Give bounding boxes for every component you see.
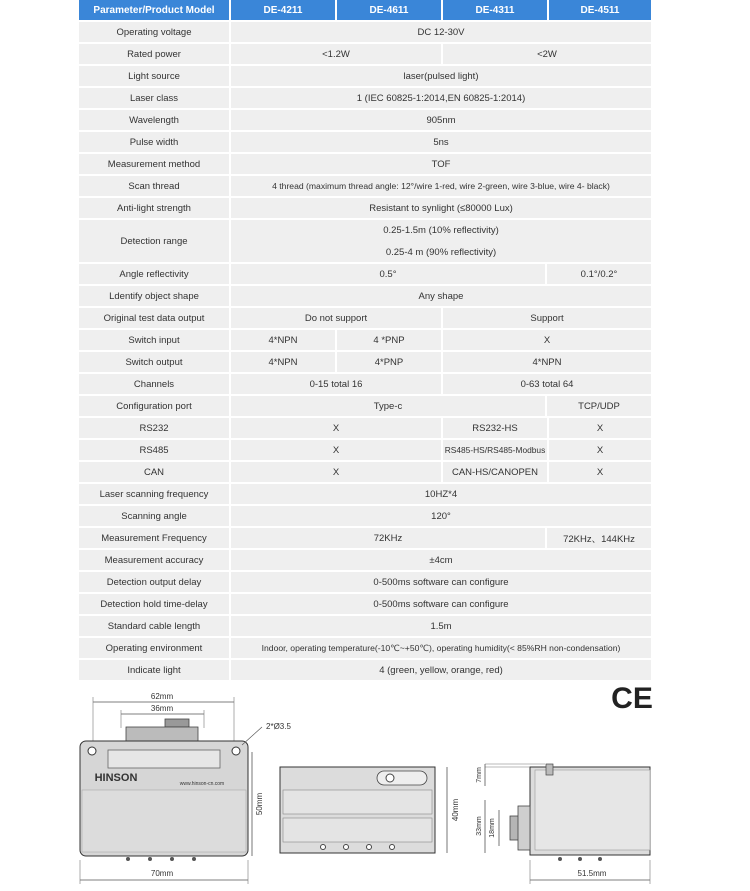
website-label: www.hinson-cn.com	[179, 781, 225, 787]
screw-icon	[321, 845, 326, 850]
side-panel	[283, 790, 432, 814]
row-label: Operating environment	[79, 638, 229, 658]
table-row	[79, 506, 651, 526]
row-label: Measurement Frequency	[79, 528, 229, 548]
dim-62-label: 62mm	[150, 692, 174, 701]
front-window	[108, 750, 220, 768]
connector-base	[126, 727, 198, 741]
row-value: 4*NPN	[443, 352, 651, 372]
rear-tab	[546, 764, 553, 775]
row-label: RS485	[79, 440, 229, 460]
row-label: Anti-light strength	[79, 198, 229, 218]
row-label: Measurement accuracy	[79, 550, 229, 570]
rear-panel	[535, 770, 650, 850]
header-de-4611: DE-4611	[337, 0, 441, 20]
led-icon	[126, 857, 130, 861]
row-value: CAN-HS/CANOPEN	[443, 462, 547, 482]
row-label: Pulse width	[79, 132, 229, 152]
table-row	[79, 352, 651, 372]
rear-view	[476, 764, 650, 884]
dim-40-label: 40mm	[451, 798, 460, 822]
row-value: 905nm	[231, 110, 651, 130]
row-label: Detection output delay	[79, 572, 229, 592]
header-de-4311: DE-4311	[443, 0, 547, 20]
table-row	[79, 374, 651, 394]
row-value: 0-500ms software can configure	[231, 594, 651, 614]
led-icon	[192, 857, 196, 861]
table-row	[79, 330, 651, 350]
row-value: Type-c	[231, 396, 545, 416]
row-value: DC 12-30V	[231, 22, 651, 42]
row-value: Resistant to synlight (≤80000 Lux)	[231, 198, 651, 218]
row-value: 72KHz、144KHz	[547, 528, 651, 548]
table-row	[79, 286, 651, 306]
table-row	[79, 462, 651, 482]
table-row	[79, 132, 651, 152]
table-row	[79, 44, 651, 64]
row-label: Angle reflectivity	[79, 264, 229, 284]
row-label: Rated power	[79, 44, 229, 64]
row-value: laser(pulsed light)	[231, 66, 651, 86]
row-value: TCP/UDP	[547, 396, 651, 416]
side-view	[280, 767, 460, 853]
row-value: 1 (IEC 60825-1:2014,EN 60825-1:2014)	[231, 88, 651, 108]
table-row	[79, 594, 651, 614]
dim-50-label: 50mm	[255, 792, 264, 816]
row-label: Ldentify object shape	[79, 286, 229, 306]
row-value: X	[231, 440, 441, 460]
row-label: RS232	[79, 418, 229, 438]
front-lower-panel	[82, 790, 246, 852]
row-value: 4*NPN	[231, 330, 335, 350]
connector-top	[165, 719, 189, 727]
leader-line	[242, 727, 262, 745]
row-label: Indicate light	[79, 660, 229, 680]
dim-7-label: 7mm	[476, 767, 483, 783]
row-label: Original test data output	[79, 308, 229, 328]
table-row	[79, 484, 651, 504]
row-value: 0.25-4 m (90% reflectivity)	[385, 246, 497, 258]
ce-mark: CE	[611, 682, 653, 715]
row-label: Scan thread	[79, 176, 229, 196]
row-label: CAN	[79, 462, 229, 482]
row-label: Light source	[79, 66, 229, 86]
row-value: 4 (green, yellow, orange, red)	[231, 660, 651, 680]
row-value: 4 *PNP	[337, 330, 441, 350]
row-label: Configuration port	[79, 396, 229, 416]
table-row	[79, 22, 651, 42]
screw-icon	[367, 845, 372, 850]
row-value: Indoor, operating temperature(-10℃~+50℃), operating humidity(< 85%RH non-condensation)	[231, 638, 651, 658]
row-value: 4 thread (maximum thread angle: 12°/wire 1-red, wire 2-green, wire 3-blue, wire 4- black)	[231, 176, 651, 196]
row-label: Laser scanning frequency	[79, 484, 229, 504]
rear-connector-base	[518, 806, 530, 850]
row-value: X	[443, 330, 651, 350]
header-de-4511: DE-4511	[549, 0, 651, 20]
row-value: 0.5°	[231, 264, 545, 284]
hole-note-label: 2*Ø3.5	[266, 722, 291, 731]
row-value: Any shape	[231, 286, 651, 306]
screw-icon	[344, 845, 349, 850]
table-row	[79, 396, 651, 416]
table-row	[79, 176, 651, 196]
screw-icon	[558, 857, 562, 861]
table-row	[79, 440, 651, 460]
table-row	[79, 616, 651, 636]
table-row	[79, 198, 651, 218]
led-icon	[170, 857, 174, 861]
row-value: 0.1°/0.2°	[547, 264, 651, 284]
screw-icon	[598, 857, 602, 861]
row-label: Operating voltage	[79, 22, 229, 42]
row-label: Detection hold time-delay	[79, 594, 229, 614]
row-value: <2W	[443, 44, 651, 64]
row-value: 4*PNP	[337, 352, 441, 372]
table-row	[79, 66, 651, 86]
table-header-row	[79, 0, 651, 20]
table-row	[79, 308, 651, 328]
row-value: Support	[443, 308, 651, 328]
row-value: X	[231, 418, 441, 438]
dim-33-label: 33mm	[476, 816, 483, 836]
row-label: Laser class	[79, 88, 229, 108]
row-label: Scanning angle	[79, 506, 229, 526]
row-value: RS232-HS	[443, 418, 547, 438]
row-value: 4*NPN	[231, 352, 335, 372]
table-row	[79, 418, 651, 438]
mount-hole-icon	[232, 747, 240, 755]
row-value: 0.25-1.5m (10% reflectivity)	[383, 224, 499, 236]
screw-icon	[578, 857, 582, 861]
row-value: ±4cm	[231, 550, 651, 570]
led-icon	[148, 857, 152, 861]
table-row	[79, 110, 651, 130]
row-value: Do not support	[231, 308, 441, 328]
connector-pin-icon	[386, 774, 394, 782]
row-value: <1.2W	[231, 44, 441, 64]
row-value: 5ns	[231, 132, 651, 152]
table-row	[79, 572, 651, 592]
row-label: Standard cable length	[79, 616, 229, 636]
row-label: Switch input	[79, 330, 229, 350]
row-value: X	[549, 418, 651, 438]
row-value: TOF	[231, 154, 651, 174]
row-label: Detection range	[79, 220, 229, 262]
dim-18-label: 18mm	[489, 818, 496, 838]
row-value: X	[549, 462, 651, 482]
row-value: 10HZ*4	[231, 484, 651, 504]
side-connector	[377, 771, 427, 785]
row-value: 0-500ms software can configure	[231, 572, 651, 592]
table-row	[79, 154, 651, 174]
row-value: RS485-HS/RS485-Modbus	[443, 440, 547, 460]
row-label: Wavelength	[79, 110, 229, 130]
side-panel	[283, 818, 432, 842]
row-value-group	[231, 220, 651, 262]
header-de-4211: DE-4211	[231, 0, 335, 20]
table-row	[79, 220, 651, 262]
dim-36-label: 36mm	[150, 704, 174, 713]
row-value: 0-15 total 16	[231, 374, 441, 394]
table-row	[79, 528, 651, 548]
front-view	[80, 692, 291, 884]
row-value: X	[549, 440, 651, 460]
dim-51-5-label: 51.5mm	[577, 869, 607, 878]
row-value: 1.5m	[231, 616, 651, 636]
row-label: Channels	[79, 374, 229, 394]
screw-icon	[390, 845, 395, 850]
row-value: 120°	[231, 506, 651, 526]
row-label: Measurement method	[79, 154, 229, 174]
table-row	[79, 88, 651, 108]
dimension-drawings	[0, 672, 750, 891]
row-label: Switch output	[79, 352, 229, 372]
brand-logo: HINSON	[94, 772, 138, 784]
mount-hole-icon	[88, 747, 96, 755]
row-value: 72KHz	[231, 528, 545, 548]
table-row	[79, 638, 651, 658]
row-value: X	[231, 462, 441, 482]
table-row	[79, 264, 651, 284]
dim-70-label: 70mm	[150, 869, 174, 878]
header-parameter: Parameter/Product Model	[79, 0, 229, 20]
row-value: 0-63 total 64	[443, 374, 651, 394]
spec-table	[79, 0, 651, 676]
table-row	[79, 550, 651, 570]
